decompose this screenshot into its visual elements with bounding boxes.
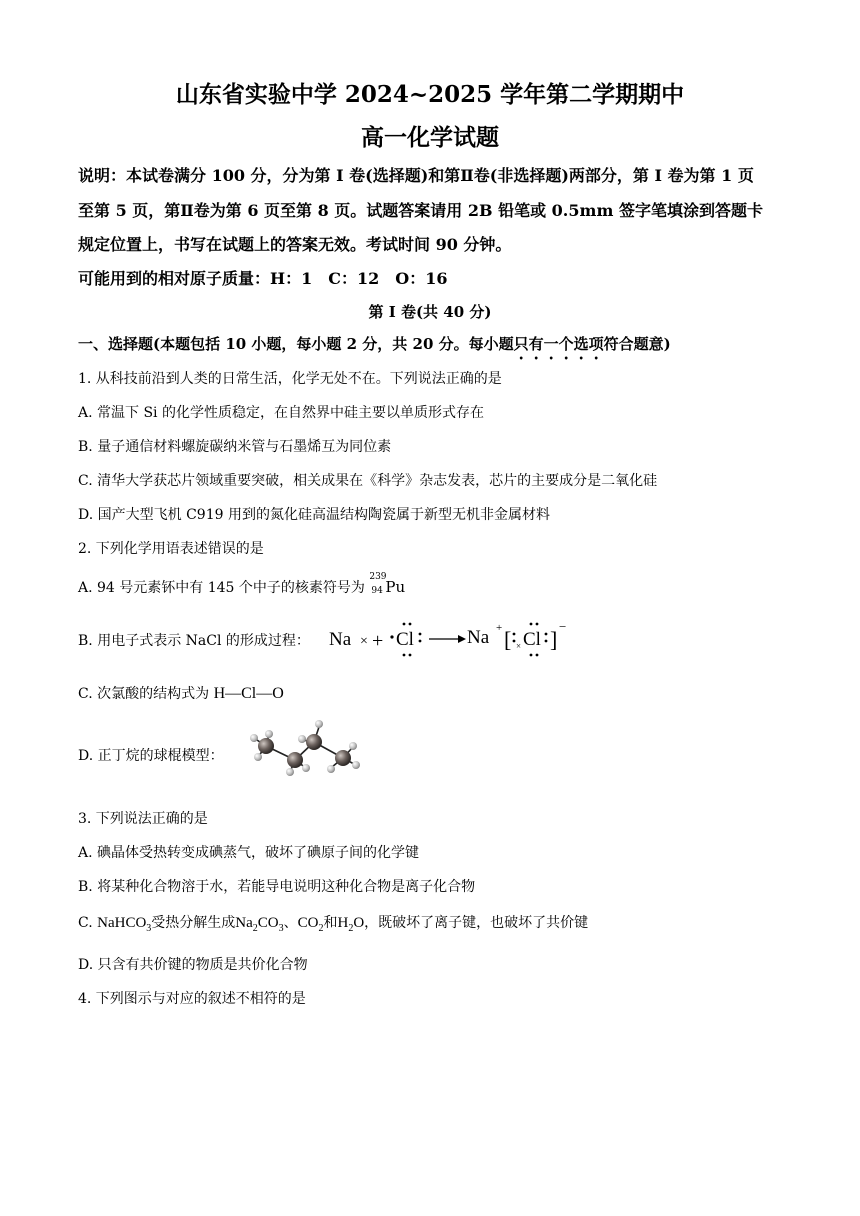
hydrogen-atom xyxy=(250,734,258,742)
cl-electron-dot xyxy=(409,654,412,657)
instruction-line-1: 说明：本试卷满分 100 分，分为第 I 卷(选择题)和第Ⅱ卷(非选择题)两部分，第 I 卷为第 1 页 xyxy=(78,166,754,185)
na-atom-label: Na xyxy=(329,629,352,650)
na2co3-co: CO xyxy=(257,915,279,931)
left-bracket: [ xyxy=(504,627,512,652)
cl-ion-electron-dot xyxy=(513,633,516,636)
na-ion-charge: + xyxy=(496,622,503,634)
q1-stem: 1. 从科技前沿到人类的日常生活，化学无处不在。下列说法正确的是 xyxy=(78,371,502,387)
cl-electron-dot xyxy=(390,635,393,638)
nacl-electron-formation-diagram xyxy=(326,614,586,664)
nahco3-text: NaHCO xyxy=(97,915,147,931)
q2-option-a xyxy=(78,572,406,598)
na2co3-na: Na xyxy=(235,915,253,931)
section-title: 第 I 卷(共 40 分) xyxy=(368,303,492,321)
hydrogen-atom xyxy=(327,765,335,773)
cl-electron-dot xyxy=(409,623,412,626)
cl-ion-electron-dot xyxy=(530,623,533,626)
exam-subtitle: 高一化学试题 xyxy=(361,124,499,151)
co2-formula xyxy=(297,915,324,934)
q3-c-suffix: ，既破坏了离子键，也破坏了共价键 xyxy=(364,915,589,931)
exam-title: 山东省实验中学 2024~2025 学年第二学期期中 xyxy=(175,81,685,108)
mass-number: 239 xyxy=(369,572,387,582)
right-bracket: ] xyxy=(550,627,558,652)
subscript-2: 2 xyxy=(348,923,354,934)
h2o-formula xyxy=(337,915,365,934)
separator: 、 xyxy=(283,915,298,931)
q3-option-b: B. 将某种化合物溶于水，若能导电说明这种化合物是离子化合物 xyxy=(78,879,476,895)
hclo-structural-formula: H—Cl—O xyxy=(213,685,284,702)
element-symbol: Pu xyxy=(385,578,406,596)
carbon-atom xyxy=(287,752,303,768)
and-text: 和 xyxy=(323,915,338,931)
hydrogen-atom xyxy=(265,730,273,738)
hydrogen-atom xyxy=(315,720,323,728)
cl-ion-charge: − xyxy=(559,619,567,634)
atomic-number: 94 xyxy=(371,586,383,596)
q3-option-c-label: C. xyxy=(78,915,93,931)
q3-stem: 3. 下列说法正确的是 xyxy=(78,811,208,827)
q1-option-d: D. 国产大型飞机 C919 用到的氮化硅高温结构陶瓷属于新型无机非金属材料 xyxy=(78,507,550,523)
q2-option-b-text: B. 用电子式表示 NaCl 的形成过程： xyxy=(78,633,310,649)
q3-option-c xyxy=(78,912,588,934)
q3-c-decomposes-text: 受热分解生成 xyxy=(151,915,236,931)
cl-ion-electron-dot xyxy=(536,623,539,626)
subscript-3: 3 xyxy=(146,923,152,934)
q2-option-a-text: A. 94 号元素钚中有 145 个中子的核素符号为 xyxy=(78,580,365,596)
q2-option-d-text: D. 正丁烷的球棍模型： xyxy=(78,748,224,764)
carbon-atom xyxy=(335,750,351,766)
cl-electron-dot xyxy=(419,640,422,643)
cl-atom-label: Cl xyxy=(396,629,414,650)
cl-ion-transferred-electron: × xyxy=(516,641,522,651)
q2-option-c xyxy=(78,683,284,703)
part-heading-prefix: 一、选择题(本题包括 10 小题，每小题 2 分，共 20 分。每小题 xyxy=(78,335,514,353)
instruction-line-2: 至第 5 页，第Ⅱ卷为第 6 页至第 8 页。试题答案请用 2B 铅笔或 0.5mm 签字笔填涂到答题卡 xyxy=(78,201,763,220)
atomic-masses: 可能用到的相对原子质量：H：1 C：12 O：16 xyxy=(78,269,448,288)
instruction-line-3: 规定位置上，书写在试题上的答案无效。考试时间 90 分钟。 xyxy=(78,235,512,254)
carbon-atom xyxy=(258,738,274,754)
q4-stem: 4. 下列图示与对应的叙述不相符的是 xyxy=(78,991,306,1007)
nahco3-formula xyxy=(97,915,152,934)
q1-option-b: B. 量子通信材料螺旋碳纳米管与石墨烯互为同位素 xyxy=(78,439,392,455)
h2o-h: H xyxy=(337,915,349,931)
cl-electron-dot xyxy=(403,623,406,626)
na2co3-formula xyxy=(235,915,284,934)
cl-ion-label: Cl xyxy=(523,629,541,650)
hydrogen-atom xyxy=(298,735,306,743)
cl-ion-electron-dot xyxy=(545,640,548,643)
part-heading-suffix: 符合题意) xyxy=(603,335,671,353)
part-heading-emphasis: 只有一个选项 xyxy=(513,335,604,353)
cl-electron-dot xyxy=(403,654,406,657)
plus-sign: + xyxy=(372,630,384,652)
reaction-arrow-head xyxy=(458,635,466,643)
cl-electron-dot xyxy=(419,633,422,636)
co2-text: CO xyxy=(297,915,319,931)
carbon-atom xyxy=(306,734,322,750)
cl-ion-electron-dot xyxy=(536,654,539,657)
part-heading xyxy=(78,333,671,363)
na-electron-cross: × xyxy=(360,634,368,649)
n-butane-ball-stick-model xyxy=(232,712,372,776)
hydrogen-atom xyxy=(352,761,360,769)
hydrogen-atom xyxy=(254,753,262,761)
nuclide-symbol xyxy=(369,572,387,598)
h2o-o: O xyxy=(353,915,365,931)
hydrogen-atom xyxy=(302,764,310,772)
cl-ion-electron-dot xyxy=(513,640,516,643)
subscript-3: 3 xyxy=(278,923,284,934)
q3-option-d: D. 只含有共价键的物质是共价化合物 xyxy=(78,957,308,973)
q1-option-c: C. 清华大学获芯片领域重要突破，相关成果在《科学》杂志发表，芯片的主要成分是二氧化硅 xyxy=(78,473,658,489)
q3-option-a: A. 碘晶体受热转变成碘蒸气，破坏了碘原子间的化学键 xyxy=(78,845,420,861)
cl-ion-electron-dot xyxy=(530,654,533,657)
subscript-2: 2 xyxy=(252,923,258,934)
cl-ion-electron-dot xyxy=(545,633,548,636)
subscript-2: 2 xyxy=(318,923,324,934)
q2-stem: 2. 下列化学用语表述错误的是 xyxy=(78,541,264,557)
hydrogen-atom xyxy=(286,768,294,776)
q1-option-a: A. 常温下 Si 的化学性质稳定，在自然界中硅主要以单质形式存在 xyxy=(78,405,484,421)
hydrogen-atom xyxy=(349,742,357,750)
na-ion-label: Na xyxy=(467,627,490,648)
q2-option-c-text: C. 次氯酸的结构式为 xyxy=(78,686,210,702)
